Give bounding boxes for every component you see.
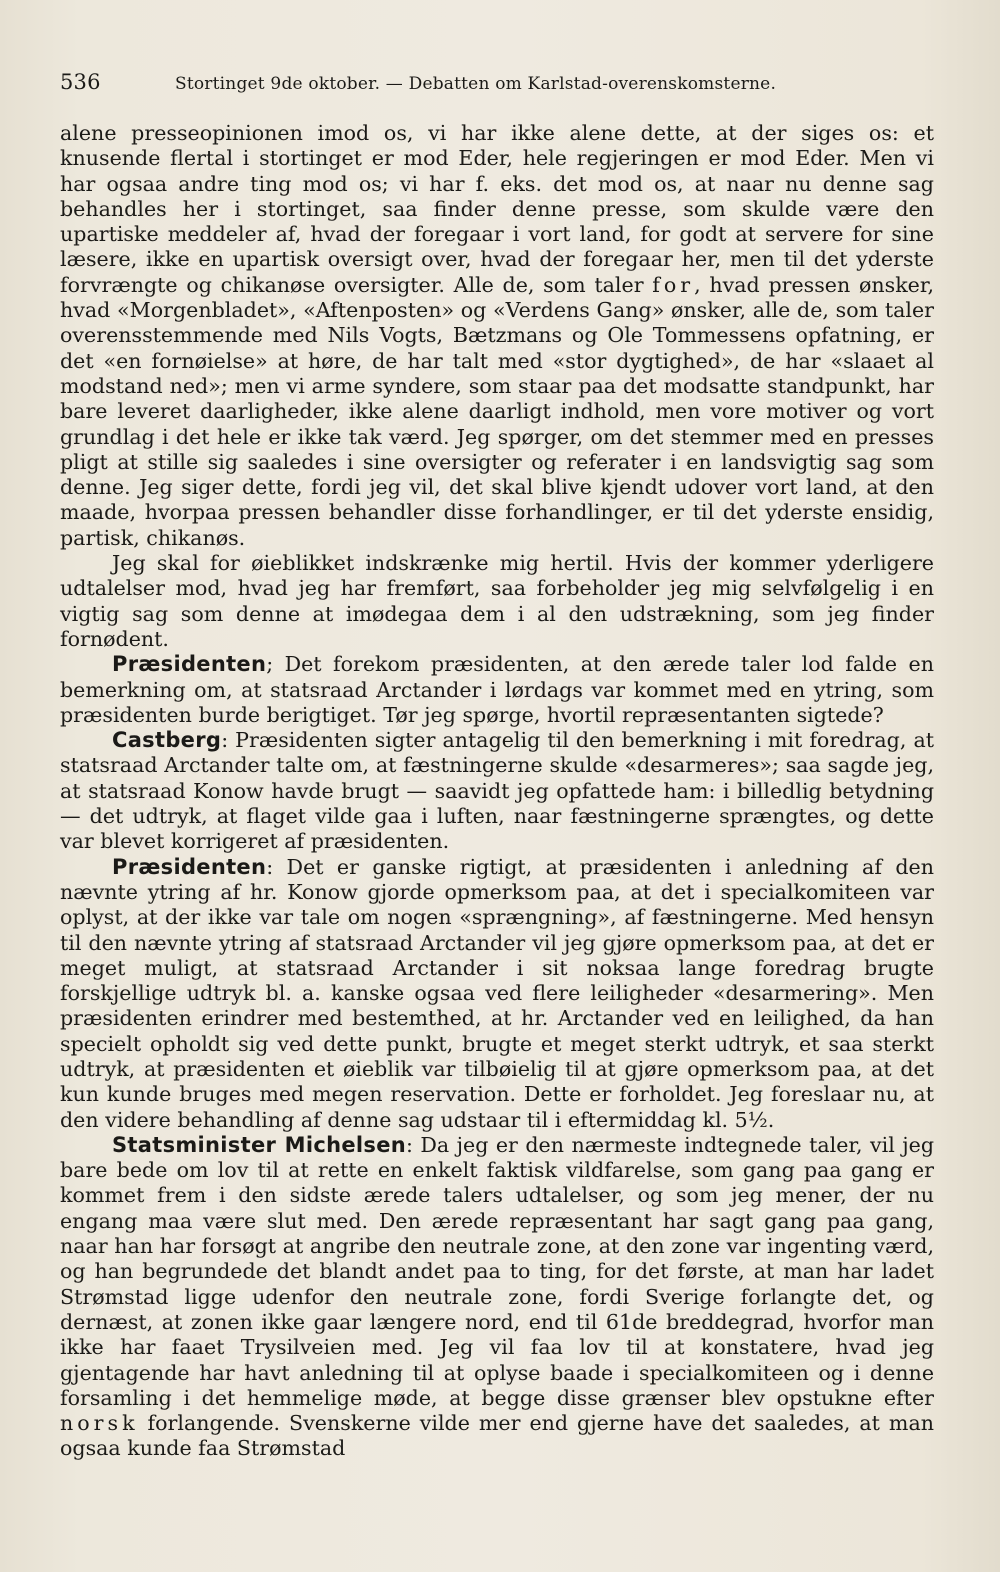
spaced-word: for	[652, 272, 695, 297]
page-number: 536	[60, 70, 101, 94]
running-head: Stortinget 9de oktober. — Debatten om Karlstad-overenskomsterne.	[175, 74, 777, 94]
page-header	[60, 70, 940, 98]
speaker-name: Præsidenten	[112, 854, 267, 879]
speech-castberg	[60, 728, 934, 854]
speech-michelsen	[60, 1133, 934, 1462]
spaced-word: norsk	[60, 1411, 139, 1436]
paragraph-text: Jeg skal for øieblikket indskrænke mig hertil. Hvis der kommer yderligere udtalelser mod, hvad jeg har fremført, saa forbeholder jeg mig selvfølgelig i en vigtig sag som denne at imødegaa dem i al den udstrækning, som jeg finder fornødent.	[60, 551, 934, 651]
speech-president	[60, 652, 934, 728]
paragraph-text: , hvad pressen ønsker, hvad «Morgenbladet», «Aftenposten» og «Verdens Gang» ønsker, alle de, som taler overensstemmende med Nils Vogts, Bætzmans og Ole Tommessens opfatning, er det «en fornøielse» at høre, de har talt med «stor dygtighed», de har «slaaet al modstand ned»; men vi arme syndere, som staar paa det modsatte standpunkt, har bare leveret daarligheder, ikke alene daarligt indhold, men vore motiver og vort grundlag i det hele er ikke tak værd. Jeg spørger, om det stemmer med en presses pligt at stille sig saaledes i sine oversigter og referater i en landsvigtig sag som denne. Jeg siger dette, fordi jeg vil, det skal blive kjendt udover vort land, at den maade, hvorpaa pressen behandler disse forhandlinger, er til det yderste ensidig, partisk, chikanøs.	[60, 272, 934, 550]
speech-text: : Det er ganske rigtigt, at præsidenten i anledning af den nævnte ytring af hr. Konow gjorde opmerksom paa, at det i specialkomiteen var oplyst, at der ikke var tale om nogen «sprængning», af fæstningerne. Med hensyn til den nævnte ytring af statsraad Arctander vil jeg gjøre opmerksom paa, at det er meget muligt, at statsraad Arctander i sit noksaa lange foredrag brugte forskjellige udtryk bl. a. kanske ogsaa ved flere leiligheder «desarmering». Men præsidenten erindrer med bestemthed, at hr. Arctander ved en leilighed, da han specielt opholdt sig ved dette punkt, brugte et meget sterkt udtryk, et saa sterkt udtryk, at præsidenten et øieblik var tilbøielig til at gjøre opmerksom paa, at det kun kunde bruges med megen reservation. Dette er forholdet. Jeg foreslaar nu, at den videre behandling af denne sag udstaar til i eftermiddag kl. 5½.	[60, 854, 934, 1132]
paragraph-text: alene presseopinionen imod os, vi har ikke alene dette, at der siges os: et knusende flertal i stortinget er mod Eder, hele regjeringen er mod Eder. Men vi har ogsaa andre ting mod os; vi har f. eks. det mod os, at naar nu denne sag behandles her i stortinget, saa finder denne presse, som skulde være den upartiske meddeler af, hvad der foregaar i vort land, for godt at servere for sine læsere, ikke en upartisk oversigt over, hvad der foregaar her, men til det yderste forvrængte og chikanøse oversigter. Alle de, som taler	[60, 121, 934, 297]
paragraph	[60, 551, 934, 652]
speaker-name: Castberg	[112, 728, 222, 753]
speech-text: ; Det forekom præsidenten, at den ærede taler lod falde en bemerkning om, at statsraad Arctander i lørdags var kommet med en ytring, som præsidenten burde berigtiget. Tør jeg spørge, hvortil repræsentanten sigtede?	[60, 652, 934, 727]
paragraph-continuation	[60, 121, 934, 551]
speech-text: forlangende. Svenskerne vilde mer end gjerne have det saaledes, at man ogsaa kunde faa Strømstad	[60, 1411, 934, 1461]
speech-text: : Præsidenten sigter antagelig til den bemerkning i mit foredrag, at statsraad Arctander talte om, at fæstningerne skulde «desarmeres»; saa sagde jeg, at statsraad Konow havde brugt — saavidt jeg opfattede ham: i billedlig betydning — det udtryk, at flaget vilde gaa i luften, naar fæstningerne sprængtes, og dette var blevet korrigeret af præsidenten.	[60, 728, 934, 854]
body-text	[60, 121, 934, 1462]
speaker-name: Statsminister Michelsen	[112, 1132, 406, 1157]
speech-president	[60, 855, 934, 1133]
speech-text: : Da jeg er den nærmeste indtegnede taler, vil jeg bare bede om lov til at rette en enkelt faktisk vildfarelse, som gang paa gang er kommet frem i den sidste ærede talers udtalelser, og som jeg mener, der nu engang maa være slut med. Den ærede repræsentant har sagt gang paa gang, naar han har forsøgt at angribe den neutrale zone, at den zone var ingenting værd, og han begrundede det blandt andet paa to ting, for det første, at man har ladet Strømstad ligge udenfor den neutrale zone, fordi Sverige forlangte det, og dernæst, at zonen ikke gaar længere nord, end til 61de breddegrad, hvorfor man ikke har faaet Trysilveien med. Jeg vil faa lov til at konstatere, hvad jeg gjentagende har havt anledning til at oplyse baade i specialkomiteen og i denne forsamling i det hemmelige møde, at begge disse grænser blev opstukne efter	[60, 1132, 935, 1410]
speaker-name: Præsidenten	[112, 652, 267, 677]
